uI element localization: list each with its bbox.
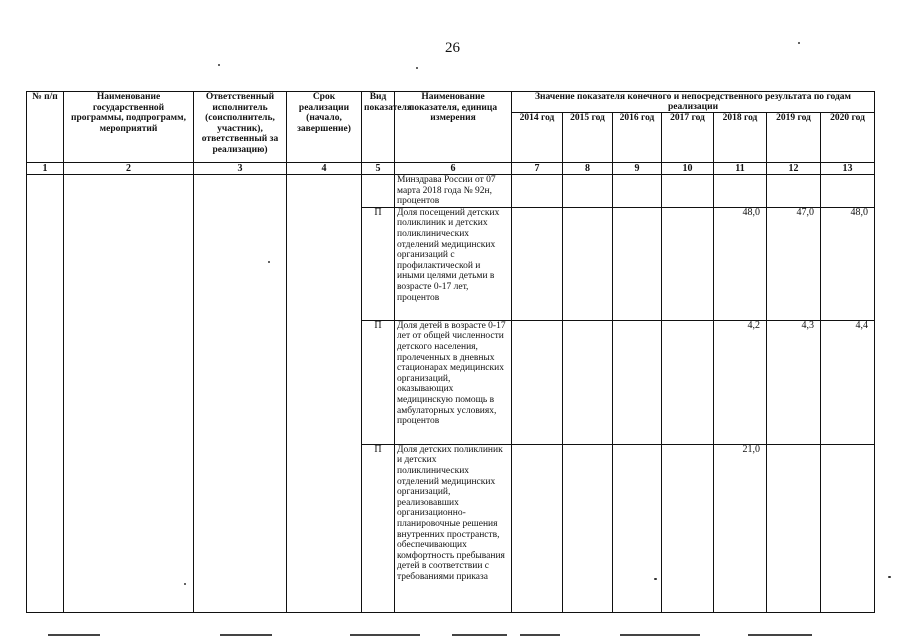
column-number: 10 bbox=[662, 163, 714, 175]
column-number: 13 bbox=[821, 163, 875, 175]
value-2019 bbox=[767, 444, 821, 612]
value-2014 bbox=[512, 207, 563, 320]
header-values-group: Значение показателя конечного и непосредственного результата по годам реализации bbox=[512, 92, 875, 113]
scan-edge-mark bbox=[350, 634, 420, 636]
scan-speck bbox=[654, 578, 657, 580]
header-year-2016: 2016 год bbox=[613, 113, 662, 163]
indicator-table-container bbox=[26, 91, 875, 613]
value-2016 bbox=[613, 444, 662, 612]
scan-speck bbox=[416, 67, 418, 69]
header-executor: Ответственный исполнитель (соисполнитель, участник), ответственный за реализацию) bbox=[194, 92, 287, 163]
value-2014 bbox=[512, 175, 563, 208]
column-numbers-row bbox=[27, 163, 875, 175]
scan-edge-mark bbox=[620, 634, 700, 636]
column-number: 6 bbox=[395, 163, 512, 175]
scan-speck bbox=[888, 576, 891, 578]
value-2015 bbox=[563, 175, 613, 208]
value-2020 bbox=[821, 175, 875, 208]
header-indicator-name: Наименование показателя, единица измерения bbox=[395, 92, 512, 163]
indicator-name: Доля детских поликлиник и детских поликлинических отделений медицинских организаций, реализовавших организационно-планировочные решения внутренних пространств, обеспечивающих комфортность пребывания детей в соответствии с требованиями приказа bbox=[395, 444, 512, 612]
column-number: 1 bbox=[27, 163, 64, 175]
value-2015 bbox=[563, 320, 613, 444]
merged-cell-executor bbox=[194, 175, 287, 613]
value-2017 bbox=[662, 175, 714, 208]
value-2017 bbox=[662, 320, 714, 444]
merged-cell-term bbox=[287, 175, 362, 613]
header-year-2015: 2015 год bbox=[563, 113, 613, 163]
value-2019 bbox=[767, 175, 821, 208]
column-number: 11 bbox=[714, 163, 767, 175]
column-number: 7 bbox=[512, 163, 563, 175]
column-number: 8 bbox=[563, 163, 613, 175]
value-2020: 48,0 bbox=[821, 207, 875, 320]
header-year-2017: 2017 год bbox=[662, 113, 714, 163]
value-2018: 48,0 bbox=[714, 207, 767, 320]
column-number: 5 bbox=[362, 163, 395, 175]
header-indicator-type: Вид показателя bbox=[362, 92, 395, 163]
table-row bbox=[27, 175, 875, 208]
scan-edge-mark bbox=[520, 634, 560, 636]
scan-edge-mark bbox=[748, 634, 812, 636]
column-number: 3 bbox=[194, 163, 287, 175]
column-number: 12 bbox=[767, 163, 821, 175]
scan-edge-mark bbox=[48, 634, 100, 636]
header-year-2019: 2019 год bbox=[767, 113, 821, 163]
column-number: 4 bbox=[287, 163, 362, 175]
indicator-type: П bbox=[362, 320, 395, 444]
value-2018 bbox=[714, 175, 767, 208]
header-year-2018: 2018 год bbox=[714, 113, 767, 163]
value-2019: 4,3 bbox=[767, 320, 821, 444]
header-program-name: Наименование государственной программы, подпрограмм, мероприятий bbox=[64, 92, 194, 163]
indicator-name: Доля посещений детских поликлиник и детских поликлинических отделений медицинских организаций с профилактической и иными целями детьми в возрасте 0-17 лет, процентов bbox=[395, 207, 512, 320]
scan-edge-mark bbox=[220, 634, 272, 636]
value-2017 bbox=[662, 207, 714, 320]
value-2017 bbox=[662, 444, 714, 612]
value-2020 bbox=[821, 444, 875, 612]
column-number: 9 bbox=[613, 163, 662, 175]
header-year-2020: 2020 год bbox=[821, 113, 875, 163]
value-2020: 4,4 bbox=[821, 320, 875, 444]
value-2016 bbox=[613, 175, 662, 208]
scan-speck bbox=[218, 64, 220, 66]
header-number: № п/п bbox=[27, 92, 64, 163]
value-2018: 21,0 bbox=[714, 444, 767, 612]
indicator-type: П bbox=[362, 444, 395, 612]
value-2014 bbox=[512, 444, 563, 612]
indicator-type: П bbox=[362, 207, 395, 320]
merged-cell-number bbox=[27, 175, 64, 613]
header-term: Срок реализации (начало, завершение) bbox=[287, 92, 362, 163]
value-2015 bbox=[563, 207, 613, 320]
indicator-name: Доля детей в возрасте 0-17 лет от общей численности детского населения, пролеченных в дневных стационарах медицинских организаций, оказывающих медицинскую помощь в амбулаторных условиях, процентов bbox=[395, 320, 512, 444]
scan-speck bbox=[268, 261, 270, 263]
scan-speck bbox=[798, 42, 800, 44]
indicator-table bbox=[26, 91, 875, 613]
value-2016 bbox=[613, 207, 662, 320]
value-2016 bbox=[613, 320, 662, 444]
indicator-type bbox=[362, 175, 395, 208]
value-2018: 4,2 bbox=[714, 320, 767, 444]
value-2015 bbox=[563, 444, 613, 612]
value-2019: 47,0 bbox=[767, 207, 821, 320]
value-2014 bbox=[512, 320, 563, 444]
indicator-name: Минздрава России от 07 марта 2018 года № 92н, процентов bbox=[395, 175, 512, 208]
merged-cell-program bbox=[64, 175, 194, 613]
header-year-2014: 2014 год bbox=[512, 113, 563, 163]
page-number: 26 bbox=[445, 40, 460, 56]
scan-edge-mark bbox=[452, 634, 507, 636]
column-number: 2 bbox=[64, 163, 194, 175]
scan-speck bbox=[184, 583, 186, 585]
